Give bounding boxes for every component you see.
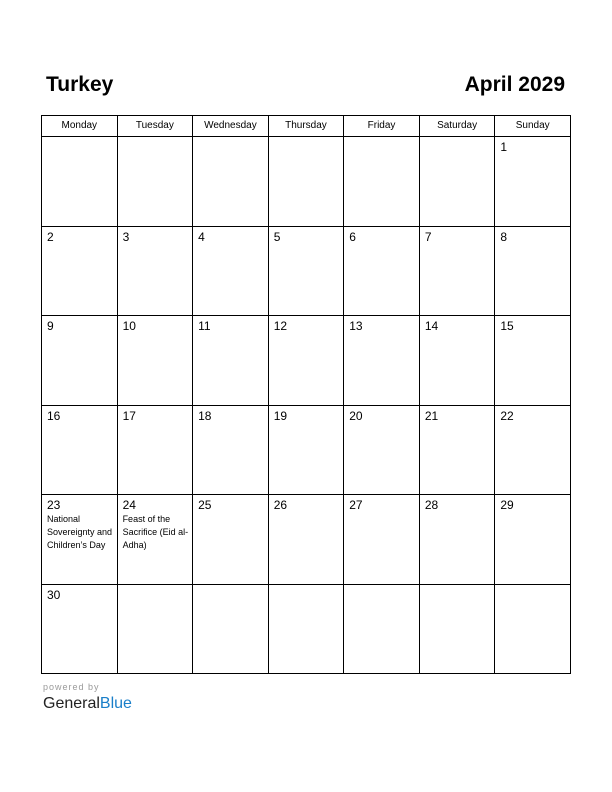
day-cell: [268, 405, 344, 495]
day-cell: [117, 405, 193, 495]
day-number: 4: [198, 229, 205, 244]
week-row: [42, 405, 571, 495]
day-cell: [419, 405, 495, 495]
day-cell: [193, 316, 269, 406]
day-number: 14: [424, 319, 439, 333]
day-cell: [42, 226, 118, 316]
day-number: [344, 585, 419, 588]
day-cell: [419, 495, 495, 585]
calendar-grid: [41, 115, 571, 674]
month-title: April 2029: [464, 73, 565, 96]
day-number: [495, 585, 570, 588]
day-number: 2: [47, 229, 54, 244]
day-cell: [117, 316, 193, 406]
day-number: 11: [198, 319, 211, 333]
weekday-monday: Monday: [42, 116, 118, 137]
day-cell: [193, 137, 269, 227]
day-number: 27: [349, 498, 363, 512]
holiday-label: National Sovereignty and Children’s Day: [47, 514, 113, 550]
day-cell: [117, 137, 193, 227]
day-number: 13: [349, 319, 363, 333]
day-cell: [344, 137, 420, 227]
day-cell: [344, 584, 420, 674]
day-cell: [344, 405, 420, 495]
week-row: [42, 495, 571, 585]
day-cell: [344, 316, 420, 406]
day-number: [420, 137, 495, 140]
day-number: [193, 585, 268, 588]
day-number: 8: [500, 229, 508, 244]
weekday-saturday: Saturday: [419, 116, 495, 137]
day-number: 1: [500, 140, 508, 154]
powered-by-text: powered by: [43, 682, 100, 692]
day-number: 18: [198, 408, 212, 423]
week-row: [42, 226, 571, 316]
day-cell: [344, 495, 420, 585]
day-number: [193, 137, 268, 140]
day-number: [118, 137, 193, 140]
day-number: 28: [424, 498, 439, 512]
day-number: 30: [47, 587, 61, 602]
day-number: 16: [47, 408, 61, 423]
day-cell: [268, 226, 344, 316]
day-number: 20: [349, 408, 363, 423]
day-number: 10: [122, 319, 136, 333]
day-cell: [495, 405, 571, 495]
brand-logo: [43, 694, 132, 714]
day-cell: [193, 405, 269, 495]
holiday-label: Feast of the Sacrifice (Eid al-Adha): [122, 514, 189, 550]
brand-blue-text: Blue: [99, 695, 132, 712]
day-cell: [268, 316, 344, 406]
day-cell: [117, 495, 193, 585]
day-number: [42, 137, 117, 140]
day-number: 21: [424, 408, 439, 423]
day-cell: [268, 137, 344, 227]
day-cell: [193, 495, 269, 585]
day-cell: [495, 137, 571, 227]
day-number: 3: [122, 229, 130, 244]
day-cell: [495, 226, 571, 316]
day-number: 29: [500, 498, 514, 512]
day-number: [269, 585, 344, 588]
day-number: 7: [424, 229, 432, 244]
calendar-header: [41, 70, 571, 100]
calendar-body: [42, 137, 571, 674]
weekday-wednesday: Wednesday: [193, 116, 269, 137]
weekday-friday: Friday: [344, 116, 420, 137]
weekday-header-row: [42, 116, 571, 137]
day-cell: [193, 226, 269, 316]
weekday-thursday: Thursday: [268, 116, 344, 137]
country-title: Turkey: [46, 73, 114, 96]
weekday-sunday: Sunday: [495, 116, 571, 137]
day-number: [269, 137, 344, 140]
day-number: 24: [122, 498, 136, 512]
day-cell: [495, 584, 571, 674]
day-cell: [42, 137, 118, 227]
week-row: [42, 137, 571, 227]
day-number: [344, 137, 419, 140]
day-cell: [42, 584, 118, 674]
day-cell: [268, 495, 344, 585]
day-number: 26: [273, 498, 288, 512]
day-cell: [117, 584, 193, 674]
day-cell: [193, 584, 269, 674]
day-number: 12: [273, 319, 288, 333]
day-cell: [495, 495, 571, 585]
day-number: [420, 585, 495, 588]
day-cell: [419, 584, 495, 674]
day-cell: [495, 316, 571, 406]
footer-branding: [43, 682, 132, 714]
day-cell: [344, 226, 420, 316]
day-cell: [42, 405, 118, 495]
week-row: [42, 316, 571, 406]
day-number: 22: [500, 408, 514, 423]
day-cell: [42, 495, 118, 585]
day-number: 19: [273, 408, 288, 423]
day-cell: [117, 226, 193, 316]
day-cell: [419, 226, 495, 316]
day-cell: [42, 316, 118, 406]
brand-general-text: General: [43, 695, 100, 712]
day-number: 25: [198, 498, 212, 512]
day-number: 9: [47, 319, 54, 333]
day-number: 23: [47, 498, 61, 512]
week-row: [42, 584, 571, 674]
day-cell: [268, 584, 344, 674]
day-cell: [419, 137, 495, 227]
day-number: 5: [273, 229, 281, 244]
weekday-tuesday: Tuesday: [117, 116, 193, 137]
day-cell: [419, 316, 495, 406]
day-number: 6: [349, 229, 356, 244]
day-number: 17: [122, 408, 136, 423]
day-number: 15: [500, 319, 514, 333]
day-number: [118, 585, 193, 588]
